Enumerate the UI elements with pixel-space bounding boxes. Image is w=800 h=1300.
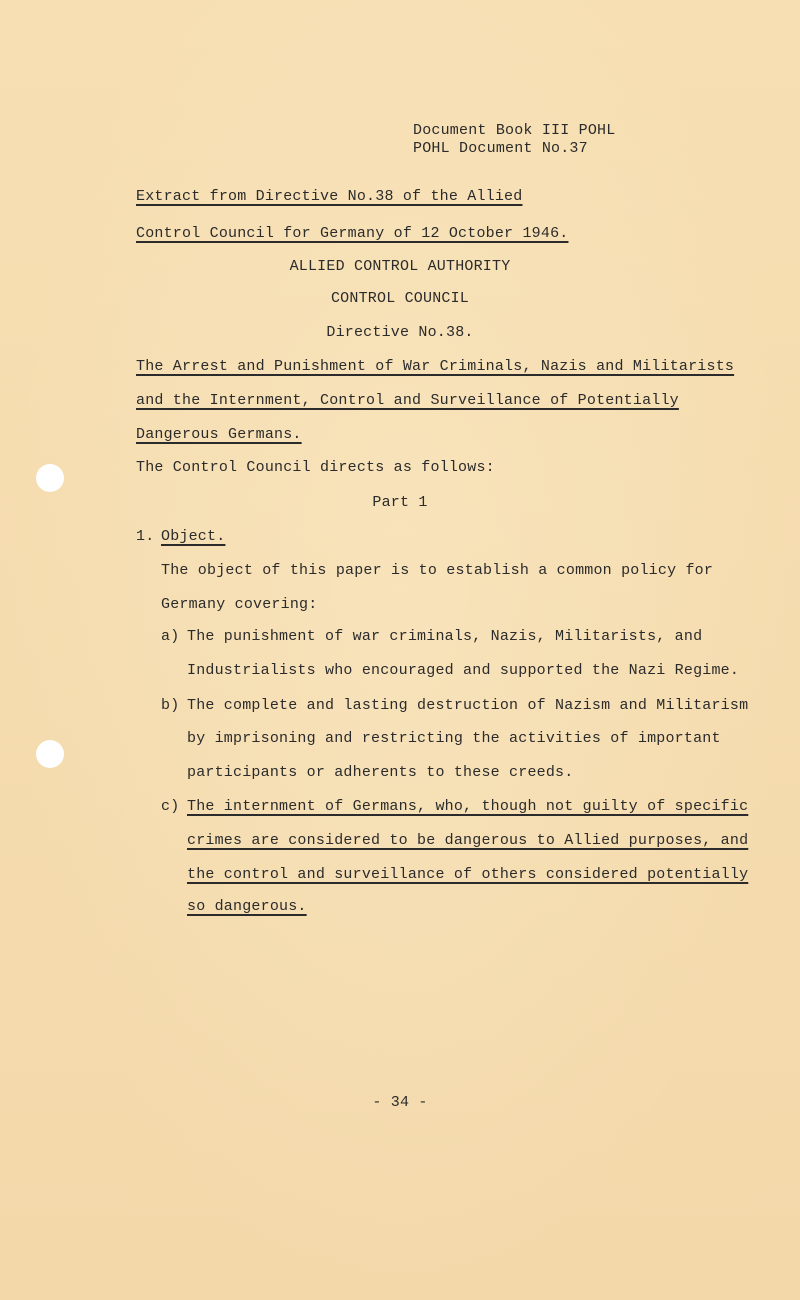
- punch-hole: [36, 740, 64, 768]
- section-number: 1.: [136, 528, 155, 545]
- item-b-line-1: The complete and lasting destruction of Nazism and Militarism: [187, 697, 749, 714]
- title-line-3: Dangerous Germans.: [136, 426, 302, 443]
- item-marker: c): [161, 798, 180, 815]
- extract-line-2: Control Council for Germany of 12 October 1946.: [136, 225, 569, 242]
- item-marker: b): [161, 697, 180, 714]
- item-b-line-3: participants or adherents to these creeds.: [187, 764, 574, 781]
- section-heading: Object.: [161, 528, 226, 545]
- item-b-line-2: by imprisoning and restricting the activities of important: [187, 730, 721, 747]
- council-heading: CONTROL COUNCIL: [330, 290, 470, 307]
- item-c-line-4: so dangerous.: [187, 898, 307, 915]
- intro-line: The Control Council directs as follows:: [136, 459, 495, 476]
- punch-hole: [36, 464, 64, 492]
- object-paragraph-line-2: Germany covering:: [161, 596, 318, 613]
- item-c-line-1: The internment of Germans, who, though not guilty of specific: [187, 798, 749, 815]
- item-c-line-2: crimes are considered to be dangerous to Allied purposes, and: [187, 832, 749, 849]
- item-a-line-2: Industrialists who encouraged and supported the Nazi Regime.: [187, 662, 740, 679]
- item-c-line-3: the control and surveillance of others considered potentially: [187, 866, 749, 883]
- title-line-2: and the Internment, Control and Surveillance of Potentially: [136, 392, 679, 409]
- item-marker: a): [161, 628, 180, 645]
- object-paragraph-line-1: The object of this paper is to establish a common policy for: [161, 562, 714, 579]
- extract-line-1: Extract from Directive No.38 of the Allied: [136, 188, 523, 205]
- page-number: - 34 -: [372, 1094, 428, 1111]
- item-a-line-1: The punishment of war criminals, Nazis, Militarists, and: [187, 628, 703, 645]
- authority-heading: ALLIED CONTROL AUTHORITY: [289, 258, 511, 275]
- document-number-reference: POHL Document No.37: [413, 140, 588, 157]
- title-line-1: The Arrest and Punishment of War Criminals, Nazis and Militarists: [136, 358, 735, 375]
- part-heading: Part 1: [372, 494, 428, 511]
- directive-heading: Directive No.38.: [326, 324, 474, 341]
- document-book-reference: Document Book III POHL: [413, 122, 616, 139]
